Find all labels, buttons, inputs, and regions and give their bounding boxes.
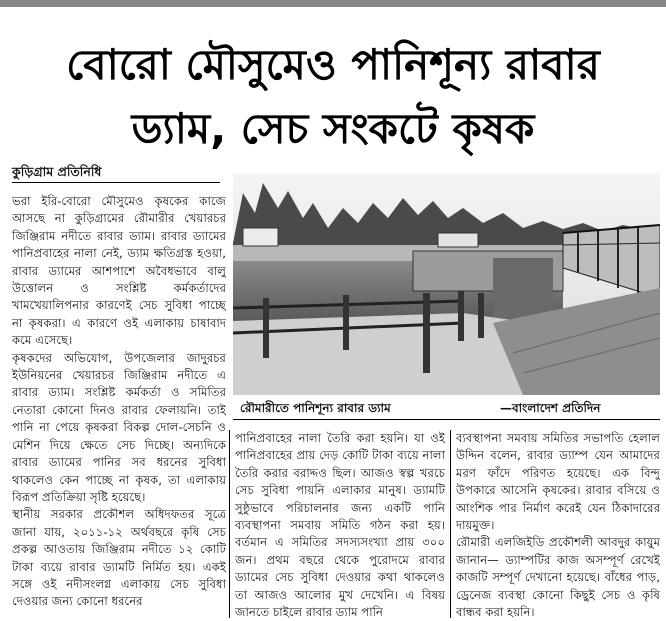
caption-rule [233,419,660,420]
paragraph: ব্যবস্থাপনা সমবায় সমিতির সভাপতি হেলাল উদ্দিন বলেন, রাবার ড্যাম্প যেন আমাদের মরণ ফাঁদে পরিণত হয়েছে। এক বিন্দু উপকারে আসেনি কৃষকের। রাবার বসিয়ে ও আংশিক পার নির্মাণ করেই যেন ঠিকাদারের দায়মুক্ত। [456,431,660,533]
top-rule-bar [0,0,666,7]
column-divider [229,430,230,618]
paragraph: ভরা ইরি-বোরো মৌসুমেও কৃষকের কাজে আসছে না কুড়িগ্রামের রৌমারীর খেয়ারচর জিঞ্জিরাম নদীতে রাবার ড্যাম। রাবার ড্যামের পানিপ্রবাহের নালা নেই, ড্যাম ক্ষতিগ্রস্ত হওয়া, রাবার ড্যামের আশপাশে অবৈধভাবে বালু উত্তোলন ও সংশ্লিষ্ট কর্মকর্তাদের খামখেয়ালিপনার কারণেই সেচ সুবিধা পাচ্ছে না কৃষকরা। এ কারণে ওই এলাকায় চাষাবাদ কমে এসেছে। [12,194,226,348]
photo-caption: রৌমারীতে পানিশূন্য রাবার ড্যাম [240,401,391,415]
article-column-1 [12,193,226,618]
headline-line-1: বোরো মৌসুমেও পানিশূন্য রাবার [66,40,600,89]
paragraph: স্থানীয় সরকার প্রকৌশল অধিদফতর সূত্রে জানা যায়, ২০১১-১২ অর্থবছরে কৃষি সেচ প্রকল্প আওতায় জিঞ্জিরাম নদীতে ১২ কোটি টাকা ব্যয়ে রাবার ড্যামটি নির্মিত হয়। একই সঙ্গে ওই নদীসংলগ্ন এলাকায় সেচ সুবিধা দেওয়ার জন্য কোনো ধরনের [12,507,226,609]
rubber-dam-photo [233,173,660,395]
article-column-3 [456,430,660,620]
paragraph: রৌমারী এলজিইডি প্রকৌশলী আবদুর কায়ুম জানান— ড্যাম্পটির কাজ অসম্পূর্ণ রেখেই কাজটি সম্পূর্ণ দেখানো হয়েছে। বাঁধের পাড়, ড্রেনেজ ব্যবস্থা কোনো কিছুই সেচ ও কৃষি বান্ধব করা হয়নি। [456,535,660,620]
byline-rule [12,182,220,183]
article-column-2 [235,430,445,620]
headline-line-2: ড্যাম, সেচ সংকটে কৃষক [131,104,535,153]
paragraph: কৃষকদের অভিযোগ, উপজেলার জাদুরচর ইউনিয়নের খেয়ারচর জিঞ্জিরাম নদীতে এ রাবার ড্যাম। সংশ্লিষ্ট কর্মকর্তা ও সমিতির নেতারা কোনো দিনও রাবার ফেলায়নি। তাই পানি না পেয়ে কৃষকরা বিকল্প দোল-সেচনি ও মেশিন দিয়ে ক্ষেতে সেচ দিচ্ছে। অন্যদিকে রাবার ড্যামের পানির সব ধরনের সুবিধা থাকলেও কেন পাচ্ছে না কৃষক, তা এলাকায় বিরূপ প্রতিক্রিয়া সৃষ্টি হয়েছে। [12,350,226,504]
byline: কুড়িগ্রাম প্রতিনিধি [12,164,102,179]
column-divider [450,430,451,618]
paragraph: পানিপ্রবাহের নালা তৈরি করা হয়নি। যা ওই পানিপ্রবাহের প্রায় দেড় কোটি টাকা ব্যয়ে নালা তৈরি করার বরাদ্দও ছিল। আজও স্বল্প খরচে সেচ সুবিধা পায়নি এলাকার মানুষ। ড্যামটি সুষ্ঠুভাবে পরিচালনার জন্য একটি পানি ব্যবস্থাপনা সমবায় সমিতি গঠন করা হয়। বর্তমান এ সমিতির সদস্যসংখ্যা প্রায় ৩০০ জন। প্রথম বছরে থেকে পুরোদমে রাবার ড্যামের সেচ সুবিধা দেওয়ার কথা থাকলেও তা আজও আলোর মুখ দেখেনি। এ বিষয় জানতে চাইলে রাবার ড্যাম পানি [235,431,445,620]
photo-credit: —বাংলাদেশ প্রতিদিন [500,401,601,415]
